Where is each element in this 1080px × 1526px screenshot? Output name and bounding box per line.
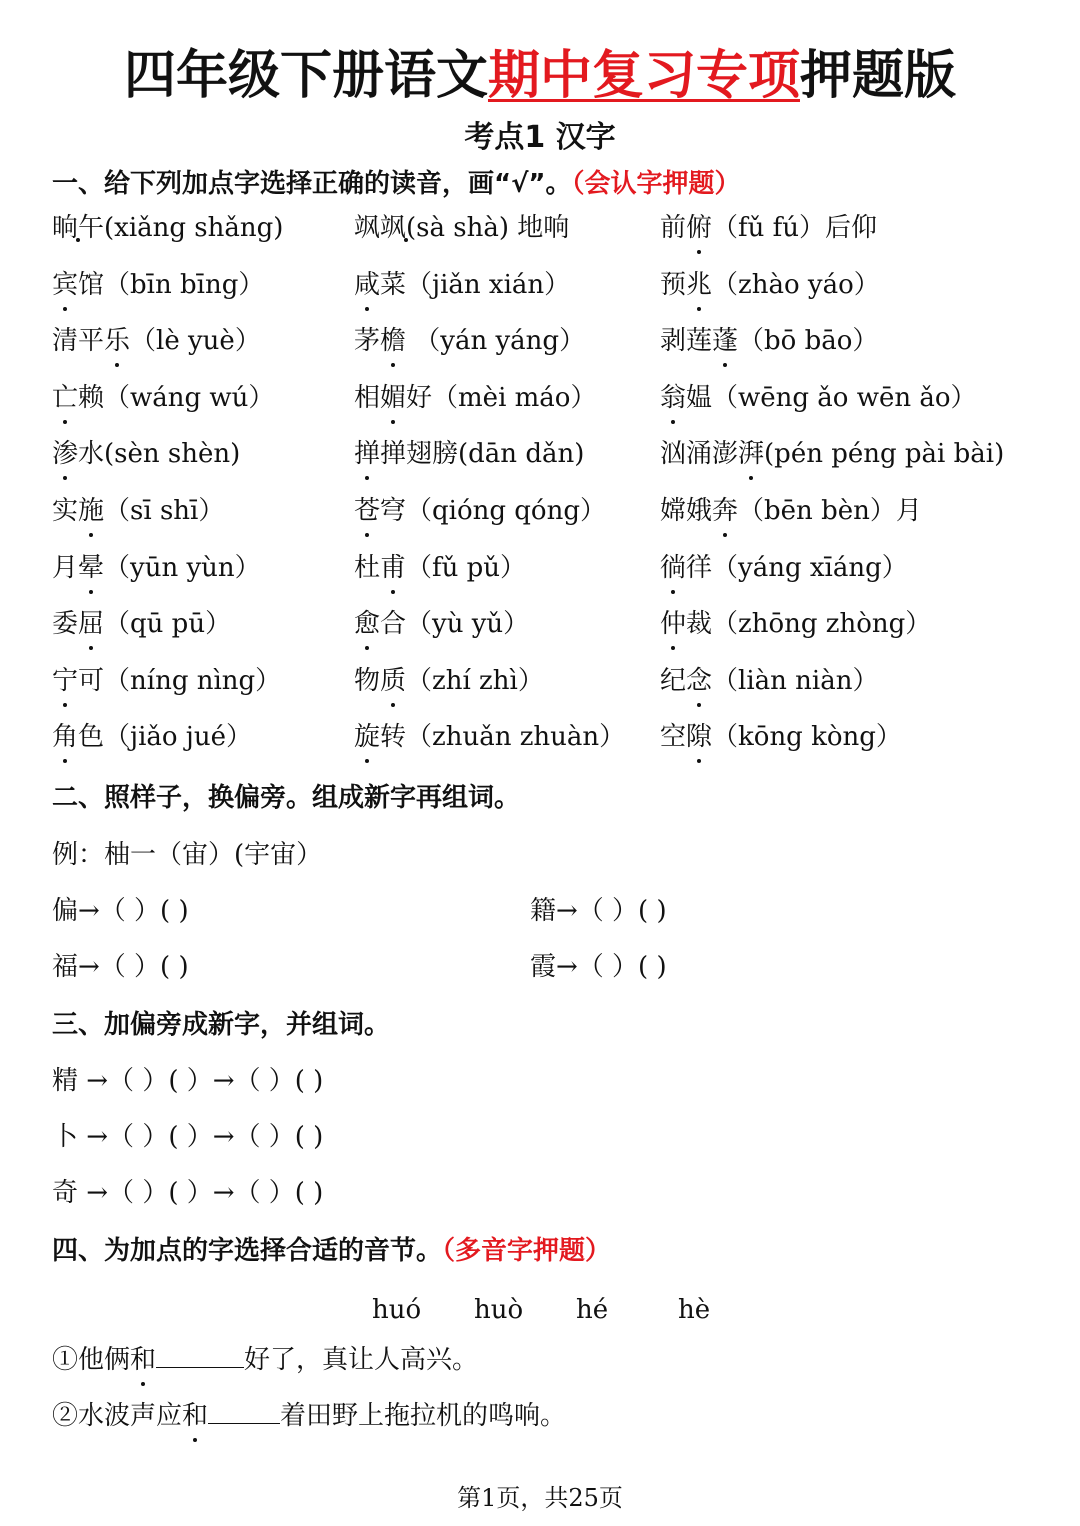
reading-text: 茅	[354, 326, 381, 356]
dotted-character: 媚	[380, 378, 406, 418]
pinyin-option: hè	[678, 1295, 711, 1325]
reading-row	[0, 378, 1080, 418]
dotted-character: 徜	[660, 548, 686, 588]
reading-item	[52, 717, 252, 757]
reading-text: 空	[660, 722, 687, 752]
reading-item	[354, 548, 526, 588]
reading-text: （fǔ fú）后仰	[712, 213, 878, 243]
reading-item	[52, 548, 261, 588]
reading-item	[52, 378, 274, 418]
title-part-2: 押题版	[800, 46, 957, 106]
reading-item	[354, 208, 569, 248]
reading-item	[354, 321, 585, 361]
section-2-row	[0, 947, 1080, 987]
sentence-2	[52, 1396, 566, 1436]
reading-row	[0, 434, 1080, 474]
reading-item	[354, 717, 625, 757]
reading-text: （zhào yáo）	[712, 270, 880, 300]
dotted-character: 和	[182, 1396, 208, 1436]
dotted-character: 隙	[686, 717, 712, 757]
reading-text: （liàn niàn）	[712, 666, 879, 696]
reading-text: 菜（jiǎn xián）	[380, 270, 571, 300]
pinyin-options	[0, 1290, 1080, 1330]
dotted-character: 咸	[354, 265, 380, 305]
reading-text: 飒飒	[354, 213, 407, 243]
reading-text: 色（jiǎo jué）	[78, 722, 253, 752]
reading-text: 杜	[354, 553, 381, 583]
reading-row	[0, 208, 1080, 248]
reading-row	[0, 265, 1080, 305]
reading-text: 预	[660, 270, 687, 300]
title-part-1: 四年级下册语文	[123, 46, 488, 106]
dotted-character: 苍	[354, 491, 380, 531]
section-2-heading: 二、照样子，换偏旁。组成新字再组词。	[52, 783, 521, 813]
reading-item	[660, 208, 877, 248]
reading-text: （yán yáng）	[406, 326, 586, 356]
reading-text: 相	[354, 383, 381, 413]
reading-item	[660, 434, 1004, 474]
reading-text: (sà shà) 地响	[406, 213, 570, 243]
section-2-item: 籍→（ ）( )	[530, 896, 667, 926]
section-4-heading	[52, 1233, 611, 1269]
reading-item	[354, 434, 584, 474]
dotted-character: 质	[380, 661, 406, 701]
section-1-heading-text: 一、给下列加点字选择正确的读音，画“√”。	[52, 169, 572, 199]
page-subtitle: 考点1 汉字	[464, 120, 616, 155]
reading-row	[0, 717, 1080, 757]
reading-item	[52, 491, 224, 531]
reading-item	[660, 321, 878, 361]
reading-item	[52, 434, 240, 474]
dotted-character: 仲	[660, 604, 686, 644]
dotted-character: 亡	[52, 378, 78, 418]
dotted-character: 蓬	[712, 321, 738, 361]
reading-text: 合（yù yǔ）	[380, 609, 530, 639]
reading-text: 物	[354, 666, 381, 696]
reading-text: 午(xiǎng shǎng)	[78, 213, 284, 243]
section-1-heading	[52, 166, 741, 202]
reading-text: 清平	[52, 326, 105, 356]
reading-item	[660, 661, 878, 701]
reading-text: 委	[52, 609, 79, 639]
reading-text: 裁（zhōng zhòng）	[686, 609, 932, 639]
dotted-character: 奔	[712, 491, 738, 531]
section-3-item: 奇 →（ ）( ）→（ ）( )	[52, 1178, 324, 1208]
dotted-character: 角	[52, 717, 78, 757]
dotted-character: 屈	[78, 604, 104, 644]
reading-text: （lè yuè）	[130, 326, 261, 356]
reading-text: 好（mèi máo）	[406, 383, 597, 413]
dotted-character: 湃	[738, 434, 764, 474]
reading-item	[52, 661, 281, 701]
reading-item	[660, 491, 922, 531]
section-4-heading-text: 四、为加点的字选择合适的音节。	[52, 1236, 443, 1266]
reading-text: 水(sèn shèn)	[78, 439, 241, 469]
sentence-post: 好了，真让人高兴。	[244, 1345, 479, 1375]
reading-text: 馆（bīn bīng）	[78, 270, 265, 300]
section-3-item: 精 →（ ）( ）→（ ）( )	[52, 1066, 324, 1096]
section-2-item: 偏→（ ）( )	[52, 896, 189, 926]
reading-text: （bēn bèn）月	[738, 496, 922, 526]
section-1-tag: （会认字押题）	[571, 169, 741, 199]
dotted-character: 宁	[52, 661, 78, 701]
reading-text: 实	[52, 496, 79, 526]
reading-row	[0, 321, 1080, 361]
reading-text: 月	[52, 553, 79, 583]
dotted-character: 甫	[380, 548, 406, 588]
dotted-character: 念	[686, 661, 712, 701]
reading-text: （fǔ pǔ）	[406, 553, 527, 583]
reading-text: 赖（wáng wú）	[78, 383, 275, 413]
pinyin-option: huò	[474, 1295, 524, 1325]
reading-row	[0, 548, 1080, 588]
reading-text: （bō bāo）	[738, 326, 879, 356]
reading-text: 晌	[52, 213, 79, 243]
page-title	[0, 38, 1080, 114]
section-3-heading: 三、加偏旁成新字，并组词。	[52, 1010, 391, 1040]
reading-item	[660, 378, 977, 418]
reading-text: （qū pū）	[104, 609, 232, 639]
reading-item	[354, 661, 544, 701]
reading-text: （zhí zhì）	[406, 666, 544, 696]
dotted-character: 掸	[354, 434, 380, 474]
reading-row	[0, 491, 1080, 531]
reading-item	[354, 378, 596, 418]
page-footer: 第1页，共25页	[457, 1484, 623, 1512]
reading-item	[52, 321, 261, 361]
reading-row	[0, 604, 1080, 644]
dotted-character: 兆	[686, 265, 712, 305]
reading-text: 穹（qióng qóng）	[380, 496, 606, 526]
section-2-row	[0, 891, 1080, 931]
answer-blank[interactable]	[156, 1341, 244, 1368]
section-2-example: 例：柚一（宙）(宇宙）	[52, 840, 323, 870]
dotted-character: 施	[78, 491, 104, 531]
reading-text: 掸翅膀(dān dǎn)	[380, 439, 585, 469]
reading-item	[354, 491, 606, 531]
reading-text: 媪（wēng ǎo wēn ǎo）	[686, 383, 977, 413]
reading-text: 可（níng nìng）	[78, 666, 282, 696]
title-highlight: 期中复习专项	[487, 46, 800, 106]
reading-text: （kōng kòng）	[712, 722, 902, 752]
reading-item	[354, 604, 529, 644]
reading-text: （yūn yùn）	[104, 553, 261, 583]
reading-text: 嫦娥	[660, 496, 713, 526]
dotted-character: 翁	[660, 378, 686, 418]
reading-item	[52, 208, 283, 248]
reading-item	[660, 717, 902, 757]
dotted-character: 俯	[686, 208, 712, 248]
dotted-character: 乐	[104, 321, 130, 361]
dotted-character: 旋	[354, 717, 380, 757]
reading-text: 剥莲	[660, 326, 713, 356]
dotted-character: 檐	[380, 321, 406, 361]
reading-item	[354, 265, 570, 305]
reading-text: (pén péng pài bài)	[764, 439, 1005, 469]
section-2-item: 霞→（ ）( )	[530, 952, 667, 982]
section-3-item: 卜 →（ ）( ）→（ ）( )	[52, 1122, 324, 1152]
reading-text: 汹涌澎	[660, 439, 739, 469]
reading-text: 转（zhuǎn zhuàn）	[380, 722, 626, 752]
reading-item	[660, 265, 880, 305]
section-4-tag: （多音字押题）	[442, 1236, 612, 1266]
dotted-character: 愈	[354, 604, 380, 644]
reading-item	[660, 604, 931, 644]
dotted-character: 晕	[78, 548, 104, 588]
reading-item	[52, 604, 231, 644]
reading-row	[0, 661, 1080, 701]
dotted-character: 宾	[52, 265, 78, 305]
reading-text: （sī shī）	[104, 496, 225, 526]
reading-item	[660, 548, 908, 588]
reading-text: 纪	[660, 666, 687, 696]
reading-text: 徉（yáng xīáng）	[686, 553, 908, 583]
reading-text: 前	[660, 213, 687, 243]
section-2-item: 福→（ ）( )	[52, 952, 189, 982]
sentence-post: 着田野上拖拉机的鸣响。	[280, 1401, 567, 1431]
sentence-pre: ①他俩	[52, 1345, 131, 1375]
sentence-1	[52, 1340, 478, 1380]
dotted-character: 和	[130, 1340, 156, 1380]
pinyin-option: hé	[576, 1295, 609, 1325]
dotted-character: 渗	[52, 434, 78, 474]
sentence-pre: ②水波声应	[52, 1401, 183, 1431]
reading-item	[52, 265, 264, 305]
answer-blank[interactable]	[208, 1397, 280, 1424]
pinyin-option: huó	[372, 1295, 422, 1325]
